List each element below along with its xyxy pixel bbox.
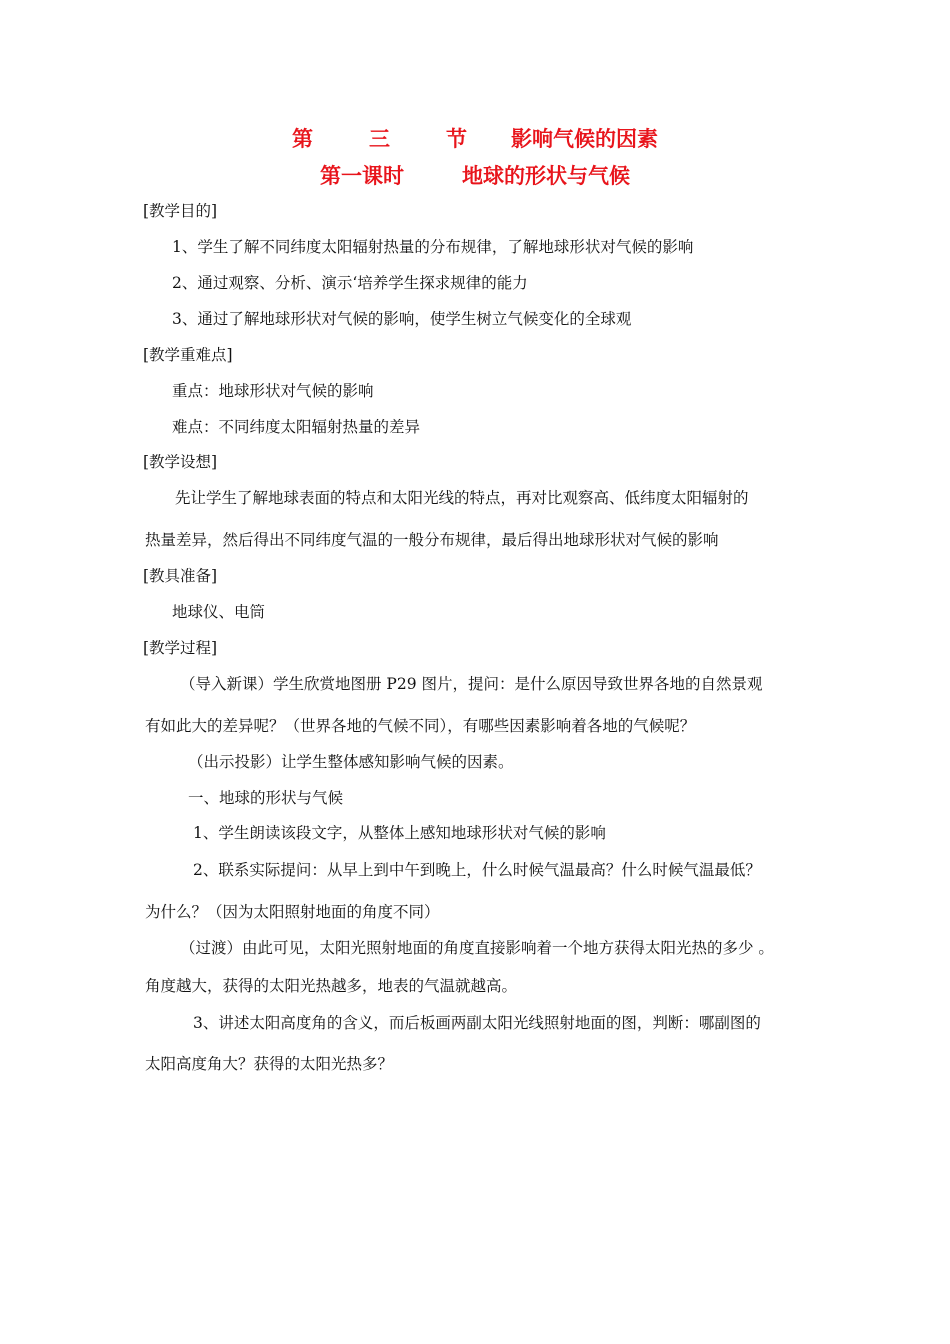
process-heading: [教学过程] (143, 639, 218, 657)
title-part: 影响气候的因素 (511, 126, 658, 151)
process-paragraph-line: 1、学生朗读该段文字，从整体上感知地球形状对气候的影响 (193, 824, 606, 842)
process-paragraph-line: （出示投影）让学生整体感知影响气候的因素。 (188, 753, 514, 771)
process-subheading: 一、地球的形状与气候 (188, 789, 344, 807)
process-paragraph-line: 角度越大，获得的太阳光热越多，地表的气温就越高。 (145, 977, 518, 995)
tools-text: 地球仪、电筒 (172, 603, 266, 621)
difficulty-text: 难点：不同纬度太阳辐射热量的差异 (172, 418, 421, 436)
title-part: 节 (446, 126, 467, 151)
process-paragraph-line: 3、讲述太阳高度角的含义，而后板画两副太阳光线照射地面的图，判断：哪副图的 (193, 1014, 761, 1032)
keypoints-heading: [教学重难点] (143, 346, 233, 364)
process-paragraph-line: 太阳高度角大？获得的太阳光热多？ (145, 1055, 394, 1073)
process-paragraph-line: 为什么？（因为太阳照射地面的角度不同） (145, 903, 440, 921)
section-title (0, 123, 950, 153)
title-part: 地球的形状与气候 (462, 163, 630, 188)
process-paragraph-line: （导入新课）学生欣赏地图册 P29 图片，提问：是什么原因导致世界各地的自然景观 (180, 675, 763, 693)
title-part: 第 (292, 126, 313, 151)
lesson-title (0, 160, 950, 190)
design-paragraph-line: 先让学生了解地球表面的特点和太阳光线的特点，再对比观察高、低纬度太阳辐射的 (175, 489, 749, 507)
tools-heading: [教具准备] (143, 567, 218, 585)
design-heading: [教学设想] (143, 453, 218, 471)
title-part: 三 (369, 126, 390, 151)
process-paragraph-line: （过渡）由此可见，太阳光照射地面的角度直接影响着一个地方获得太阳光热的多少 。 (180, 939, 774, 957)
process-paragraph-line: 有如此大的差异呢？（世界各地的气候不同），有哪些因素影响着各地的气候呢？ (145, 717, 696, 735)
objective-item: 1、学生了解不同纬度太阳辐射热量的分布规律，了解地球形状对气候的影响 (172, 238, 694, 256)
objective-item: 3、通过了解地球形状对气候的影响，使学生树立气候变化的全球观 (172, 310, 632, 328)
keypoint-text: 重点：地球形状对气候的影响 (172, 382, 374, 400)
objective-item: 2、通过观察、分析、演示‘培养学生探求规律的能力 (172, 274, 528, 292)
objectives-heading: [教学目的] (143, 202, 218, 220)
title-part: 第一课时 (320, 163, 404, 188)
design-paragraph-line: 热量差异，然后得出不同纬度气温的一般分布规律，最后得出地球形状对气候的影响 (145, 531, 719, 549)
process-paragraph-line: 2、联系实际提问：从早上到中午到晚上，什么时候气温最高？什么时候气温最低？ (193, 861, 761, 879)
